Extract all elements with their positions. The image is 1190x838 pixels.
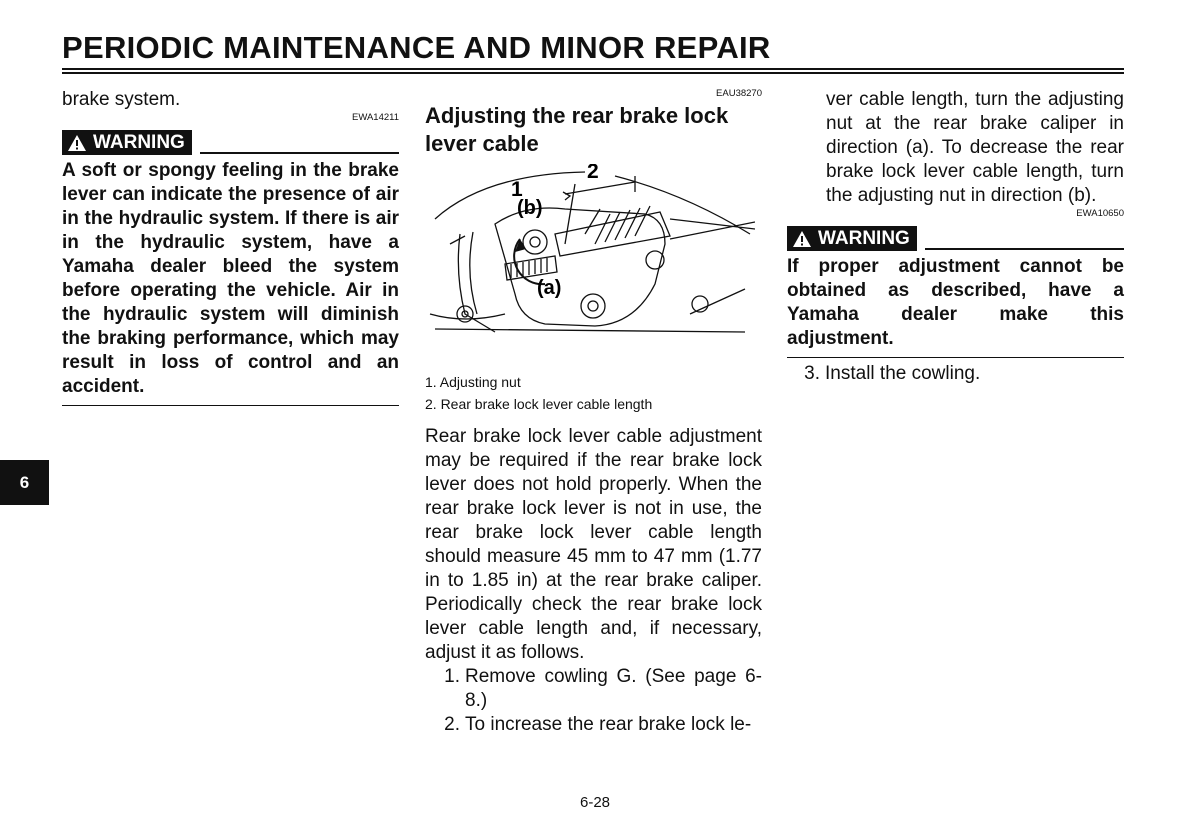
warning-rule (925, 248, 1124, 250)
warning-badge (787, 226, 917, 251)
body-text: Rear brake lock lever cable adjustment may be required if the rear brake lock lever does not hold properly. When the rear brake lock lever is not in use, the rear brake lock lever cable length should measure 45 mm to 47 mm (1.77 in to 1.85 in) at the rear brake caliper. Periodically check the rear brake lock lever cable length and, if necessary, adjust it as follows. (425, 426, 762, 663)
brake-caliper-figure (425, 164, 755, 336)
warning-text: A soft or spongy feeling in the brake lever can indicate the presence of air in the hydraulic system. If there is air in the hydraulic system, have a Yamaha dealer bleed the system before operating the vehicle. Air in the hydraulic system will diminish the braking performance, which may result in loss of control and an accident. (62, 160, 399, 397)
warning-header (62, 130, 399, 155)
right-column (787, 88, 1124, 386)
page-number: 6-28 (579, 794, 611, 811)
header-rule (62, 68, 1124, 70)
warning-label: WARNING (93, 132, 185, 153)
step-text: Install the cowling. (825, 363, 981, 384)
left-column (62, 88, 399, 406)
step-text: Remove cowling G. (See page 6-8.) (465, 666, 762, 711)
step-number: 3. (804, 363, 820, 384)
step-text: To increase the rear brake lock le- (465, 714, 752, 735)
section-heading: Adjusting the rear brake lock lever cable (425, 103, 729, 156)
step-item (425, 713, 762, 737)
warning-text: If proper adjustment cannot be obtained as described, have a Yamaha dealer make this adjustment. (787, 256, 1124, 349)
warning-triangle-icon (67, 134, 87, 152)
header-rule-double (62, 72, 1124, 74)
step-list (787, 362, 1124, 386)
direction-b-label: (b) (517, 197, 543, 219)
warning-triangle-icon (792, 230, 812, 248)
callout-1-label: 1 (511, 178, 523, 201)
warning-header (787, 226, 1124, 251)
continued-text: ver cable length, turn the adjusting nut at the rear brake caliper in direction (a). To decrease the rear brake lock lever cable length, turn the adjusting nut in direction (b). (826, 89, 1124, 206)
warning-rule (200, 152, 399, 154)
step-number: 1. (444, 666, 460, 687)
caption-item: 2. Rear brake lock lever cable length (425, 396, 653, 412)
figure-captions (425, 371, 762, 415)
warning-label: WARNING (818, 228, 910, 249)
section-code: EAU38270 (716, 88, 762, 99)
step-item (425, 665, 762, 713)
direction-a-label: (a) (537, 277, 562, 299)
step-item (787, 362, 1124, 386)
warning-end-rule (787, 357, 1124, 358)
warning-code: EWA10650 (1076, 208, 1124, 219)
lead-text: brake system. (62, 89, 181, 110)
caption-item: 1. Adjusting nut (425, 374, 521, 390)
warning-code: EWA14211 (352, 112, 399, 123)
step-list (425, 665, 762, 737)
step-number: 2. (444, 714, 460, 735)
page-title: PERIODIC MAINTENANCE AND MINOR REPAIR (62, 30, 771, 65)
middle-column (425, 88, 762, 737)
warning-end-rule (62, 405, 399, 406)
callout-2-label: 2 (587, 164, 599, 183)
chapter-tab: 6 (0, 460, 49, 505)
warning-badge (62, 130, 192, 155)
